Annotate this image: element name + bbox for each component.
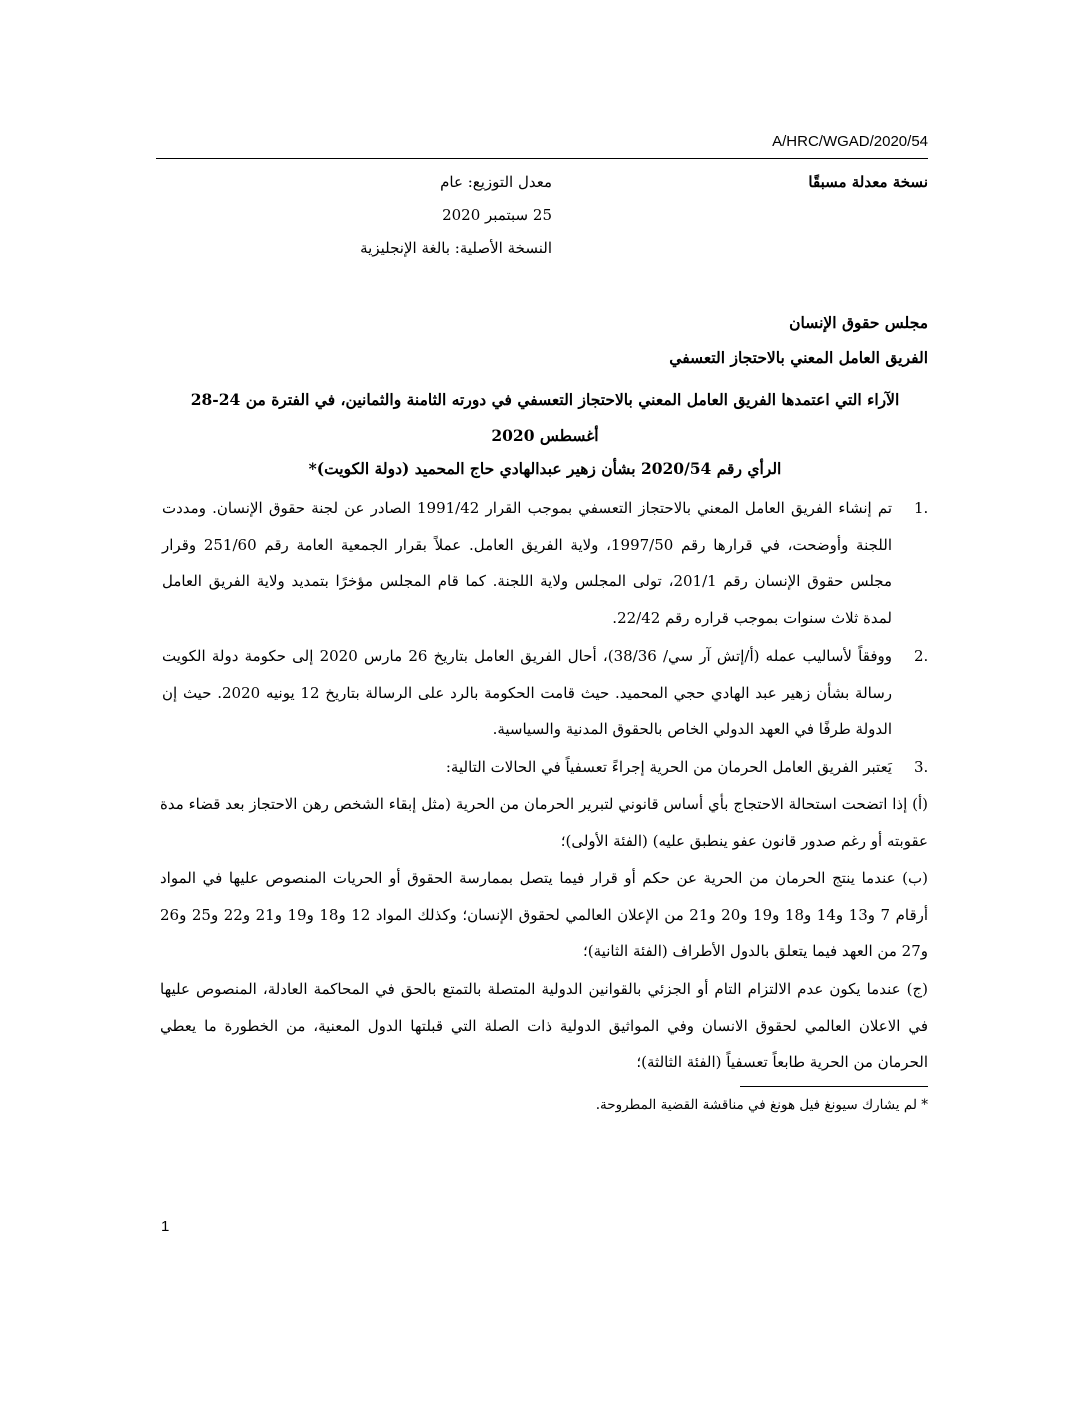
page-number: 1 [161,1218,170,1235]
document-date: 25 سبتمبر 2020 [442,206,552,224]
footnote: * لم يشارك سيونغ فيل هونغ في مناقشة القضية المطروحة. [595,1097,928,1113]
advance-version-label: نسخة معدلة مسبقًا [808,173,928,191]
working-group-title: الفريق العامل المعني بالاحتجاز التعسفي [669,348,928,367]
document-symbol: A/HRC/WGAD/2020/54 [772,133,928,150]
council-title: مجلس حقوق الإنسان [789,313,928,332]
case-a: (أ) إذا اتضحت استحالة الاحتجاج بأي أساس قانوني لتبرير الحرمان من الحرية (مثل إبقاء الشخص رهن الاحتجاز بعد قضاء مدة عقوبته أو رغم صدور قانون عفو ينطبق عليه) (الفئة الأولى)؛ [160,795,928,850]
original-language: النسخة الأصلية: بالغة الإنجليزية [360,239,552,257]
paragraph-1-text: تم إنشاء الفريق العامل المعني بالاحتجاز التعسفي بموجب القرار 1991/42 الصادر عن لجنة حقوق الإنسان. ومددت اللجنة وأوضحت، في قرارها رقم 1997/50، ولاية الفريق العامل. عملاً بقرار الجمعية العامة رقم 251/60 وقرار مجلس حقوق الإنسان رقم 201/1، تولى المجلس ولاية اللجنة. كما قام المجلس مؤخرًا بتمديد ولاية الفريق العامل لمدة ثلاث سنوات بموجب قراره رقم 22/42. [162,499,893,627]
paragraph-2-number: 2. [914,647,929,665]
paragraph-1-number: 1. [914,499,929,517]
case-c: (ج) عندما يكون عدم الالتزام التام أو الجزئي بالقوانين الدولية المتصلة بالتمتع بالحق في المحاكمة العادلة، المنصوص عليها في الاعلان العالمي لحقوق الانسان وفي المواثيق الدولية ذات الصلة التي قبلتها الدول المعنية، من الخطورة ما يعطي الحرمان من الحرية طابعاً تعسفياً (الفئة الثالثة)؛ [160,980,928,1071]
footnote-separator [740,1086,928,1087]
paragraph-3-text: يَعتبر الفريق العامل الحرمان من الحرية إجراءً تعسفياً في الحالات التالية: [445,758,892,776]
case-b: (ب) عندما ينتج الحرمان من الحرية عن حكم أو قرار فيما يتصل بممارسة الحقوق أو الحريات المنصوص عليها في المواد أرقام 7 و13 و14 و18 و19 و20 و21 من الإعلان العالمي لحقوق الإنسان؛ وكذلك المواد 12 و18 و19 و21 و22 و25 و26 و27 من العهد فيما يتعلق بالدول الأطراف (الفئة الثانية)؛ [160,869,929,960]
opinion-title: الرأي رقم 2020/54 بشأن زهير عبدالهادي حاج المحميد (دولة الكويت)* [308,459,782,478]
paragraph-3-number: 3. [914,758,929,776]
header-rule [156,158,928,159]
session-title: الآراء التي اعتمدها الفريق العامل المعني بالاحتجاز التعسفي في دورته الثامنة والثمانين، في الفترة من 24-28 أغسطس 2020 [190,390,900,445]
paragraph-2-text: ووفقاً لأساليب عمله (أ/إتش آر سي/ 38/36)، أحال الفريق العامل بتاريخ 26 مارس 2020 إلى حكومة دولة الكويت رسالة بشأن زهير عبد الهادي حجي المحميد. حيث قامت الحكومة بالرد على الرسالة بتاريخ 12 يونيه 2020. حيث إن الدولة طرفًا في العهد الدولي الخاص بالحقوق المدنية والسياسية. [162,647,893,738]
distribution-label: معدل التوزيع: عام [440,173,552,191]
